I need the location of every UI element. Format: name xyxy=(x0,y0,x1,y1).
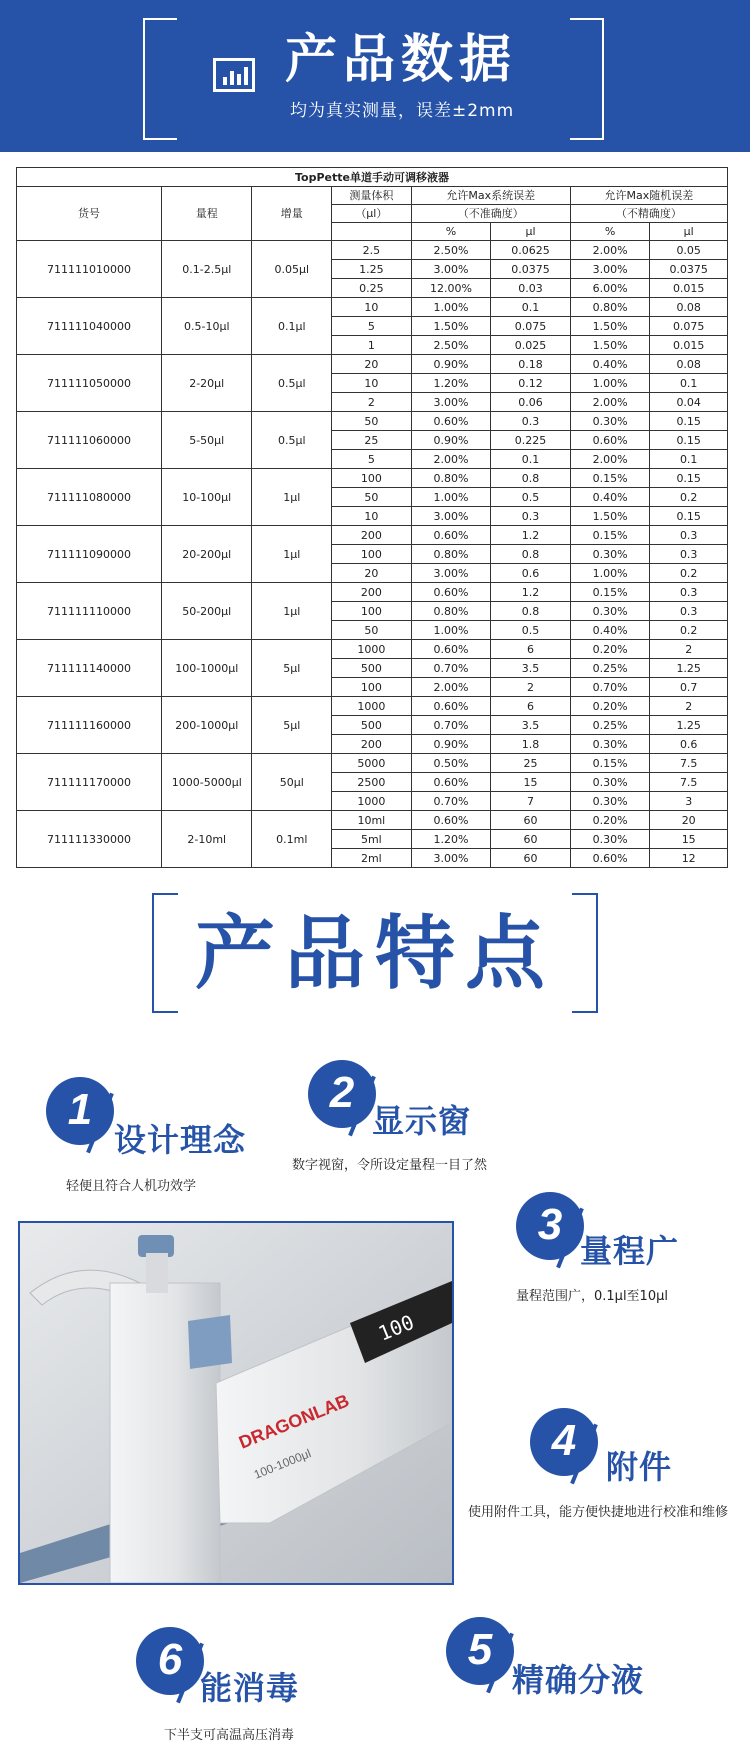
cell-random-ul: 0.04 xyxy=(650,393,728,412)
cell-system-ul: 0.0375 xyxy=(491,260,571,279)
cell-increment: 0.5μl xyxy=(252,355,332,412)
header-test-volume: 测量体积 xyxy=(332,187,412,205)
counter-digits: 100 xyxy=(374,1309,418,1346)
cell-range: 5-50μl xyxy=(162,412,252,469)
volume-range-label: 100-1000μl xyxy=(251,1446,314,1482)
cell-system-pct: 12.00% xyxy=(411,279,491,298)
cell-random-pct: 2.00% xyxy=(570,450,650,469)
cell-increment: 5μl xyxy=(252,640,332,697)
cell-random-ul: 0.7 xyxy=(650,678,728,697)
header-system-error: 允许Max系统误差 xyxy=(411,187,570,205)
cell-random-pct: 0.20% xyxy=(570,811,650,830)
header-system-pct: % xyxy=(411,223,491,241)
header-random-error-note: （不精确度） xyxy=(570,205,727,223)
table-row xyxy=(17,583,728,602)
cell-random-ul: 0.15 xyxy=(650,507,728,526)
cell-system-ul: 0.025 xyxy=(491,336,571,355)
table-row xyxy=(17,811,728,830)
cell-random-ul: 2 xyxy=(650,697,728,716)
cell-random-pct: 1.50% xyxy=(570,507,650,526)
header-random-error: 允许Max随机误差 xyxy=(570,187,727,205)
cell-system-ul: 6 xyxy=(491,697,571,716)
cell-test-volume: 1 xyxy=(332,336,412,355)
cell-test-volume: 100 xyxy=(332,545,412,564)
cell-random-pct: 0.80% xyxy=(570,298,650,317)
cell-random-pct: 0.30% xyxy=(570,545,650,564)
cell-random-ul: 0.3 xyxy=(650,526,728,545)
feature-desc: 轻便且符合人机功效学 xyxy=(66,1179,197,1194)
number-badge-5: 5 xyxy=(446,1617,514,1685)
cell-system-ul: 2 xyxy=(491,678,571,697)
feature-label: 量程广 xyxy=(580,1232,680,1270)
cell-system-ul: 0.06 xyxy=(491,393,571,412)
cell-random-ul: 20 xyxy=(650,811,728,830)
table-row xyxy=(17,241,728,260)
cell-random-pct: 0.15% xyxy=(570,469,650,488)
cell-test-volume: 500 xyxy=(332,716,412,735)
cell-system-ul: 0.3 xyxy=(491,507,571,526)
cell-random-pct: 0.30% xyxy=(570,792,650,811)
feature-precise-dispensing xyxy=(446,1617,686,1717)
cell-system-ul: 0.03 xyxy=(491,279,571,298)
banner-subtitle: 均为真实测量，误差±2mm xyxy=(290,101,515,121)
cell-catalog: 711111160000 xyxy=(17,697,162,754)
cell-range: 0.1-2.5μl xyxy=(162,241,252,298)
cell-random-pct: 0.60% xyxy=(570,849,650,868)
cell-random-ul: 1.25 xyxy=(650,659,728,678)
header-random-pct: % xyxy=(570,223,650,241)
cell-test-volume: 5 xyxy=(332,450,412,469)
cell-test-volume: 100 xyxy=(332,602,412,621)
cell-system-ul: 0.5 xyxy=(491,621,571,640)
number-badge-1: 1 xyxy=(46,1077,114,1145)
cell-range: 20-200μl xyxy=(162,526,252,583)
feature-range xyxy=(516,1192,736,1302)
cell-random-pct: 0.30% xyxy=(570,412,650,431)
cell-random-ul: 0.15 xyxy=(650,431,728,450)
cell-system-pct: 2.50% xyxy=(411,336,491,355)
cell-system-ul: 7 xyxy=(491,792,571,811)
cell-system-pct: 0.50% xyxy=(411,754,491,773)
table-row xyxy=(17,469,728,488)
cell-test-volume: 2.5 xyxy=(332,241,412,260)
cell-random-pct: 0.70% xyxy=(570,678,650,697)
cell-random-ul: 1.25 xyxy=(650,716,728,735)
cell-random-ul: 7.5 xyxy=(650,754,728,773)
cell-test-volume: 100 xyxy=(332,469,412,488)
cell-increment: 50μl xyxy=(252,754,332,811)
brand-logo: DRAGONLAB xyxy=(236,1390,352,1453)
cell-random-pct: 0.20% xyxy=(570,640,650,659)
cell-test-volume: 200 xyxy=(332,526,412,545)
cell-test-volume: 5 xyxy=(332,317,412,336)
cell-system-pct: 0.80% xyxy=(411,602,491,621)
cell-random-pct: 0.40% xyxy=(570,488,650,507)
number-badge-2: 2 xyxy=(308,1060,376,1128)
cell-system-ul: 0.8 xyxy=(491,545,571,564)
cell-test-volume: 10 xyxy=(332,374,412,393)
feature-label: 附件 xyxy=(606,1448,673,1486)
cell-random-ul: 0.3 xyxy=(650,602,728,621)
cell-increment: 1μl xyxy=(252,469,332,526)
feature-desc: 量程范围广，0.1μl至10μl xyxy=(516,1289,668,1304)
header-system-ul: μl xyxy=(491,223,571,241)
bar-chart-icon xyxy=(213,58,255,92)
cell-system-ul: 60 xyxy=(491,849,571,868)
cell-test-volume: 500 xyxy=(332,659,412,678)
cell-random-ul: 0.08 xyxy=(650,298,728,317)
cell-random-ul: 0.015 xyxy=(650,279,728,298)
cell-system-ul: 3.5 xyxy=(491,716,571,735)
cell-random-ul: 0.3 xyxy=(650,583,728,602)
cell-system-ul: 3.5 xyxy=(491,659,571,678)
cell-random-pct: 0.30% xyxy=(570,602,650,621)
banner-right-bracket xyxy=(570,18,604,140)
cell-system-ul: 0.6 xyxy=(491,564,571,583)
feature-desc: 使用附件工具，能方便快捷地进行校准和维修 xyxy=(468,1505,729,1520)
cell-random-pct: 1.00% xyxy=(570,564,650,583)
cell-random-ul: 7.5 xyxy=(650,773,728,792)
cell-test-volume: 100 xyxy=(332,678,412,697)
cell-system-ul: 6 xyxy=(491,640,571,659)
cell-random-ul: 0.0375 xyxy=(650,260,728,279)
cell-system-pct: 3.00% xyxy=(411,849,491,868)
cell-test-volume: 50 xyxy=(332,621,412,640)
cell-random-pct: 0.30% xyxy=(570,773,650,792)
cell-random-ul: 0.15 xyxy=(650,469,728,488)
cell-random-ul: 0.2 xyxy=(650,621,728,640)
cell-test-volume: 1000 xyxy=(332,792,412,811)
header-catalog: 货号 xyxy=(17,187,162,241)
cell-range: 2-20μl xyxy=(162,355,252,412)
cell-test-volume: 1000 xyxy=(332,640,412,659)
cell-random-pct: 6.00% xyxy=(570,279,650,298)
header-system-error-note: （不准确度） xyxy=(411,205,570,223)
cell-system-pct: 0.60% xyxy=(411,773,491,792)
table-row xyxy=(17,697,728,716)
cell-system-pct: 0.60% xyxy=(411,412,491,431)
cell-system-ul: 1.2 xyxy=(491,526,571,545)
cell-system-pct: 2.50% xyxy=(411,241,491,260)
cell-test-volume: 0.25 xyxy=(332,279,412,298)
cell-system-pct: 2.00% xyxy=(411,678,491,697)
cell-system-ul: 25 xyxy=(491,754,571,773)
cell-test-volume: 50 xyxy=(332,412,412,431)
cell-system-ul: 0.225 xyxy=(491,431,571,450)
number-badge-6: 6 xyxy=(136,1627,204,1695)
cell-system-pct: 3.00% xyxy=(411,393,491,412)
cell-increment: 1μl xyxy=(252,583,332,640)
cell-increment: 0.1μl xyxy=(252,298,332,355)
cell-system-pct: 1.50% xyxy=(411,317,491,336)
table-row xyxy=(17,298,728,317)
cell-system-ul: 0.1 xyxy=(491,450,571,469)
cell-random-ul: 0.08 xyxy=(650,355,728,374)
cell-system-pct: 0.70% xyxy=(411,792,491,811)
cell-catalog: 711111110000 xyxy=(17,583,162,640)
cell-range: 1000-5000μl xyxy=(162,754,252,811)
cell-system-pct: 0.90% xyxy=(411,735,491,754)
cell-system-ul: 0.8 xyxy=(491,469,571,488)
cell-test-volume: 10 xyxy=(332,507,412,526)
cell-random-pct: 0.25% xyxy=(570,716,650,735)
banner-title: 产品数据 xyxy=(285,30,518,90)
cell-test-volume: 2ml xyxy=(332,849,412,868)
data-banner xyxy=(0,0,750,152)
table-row xyxy=(17,355,728,374)
cell-random-ul: 0.3 xyxy=(650,545,728,564)
cell-random-pct: 3.00% xyxy=(570,260,650,279)
cell-test-volume: 25 xyxy=(332,431,412,450)
cell-random-pct: 2.00% xyxy=(570,393,650,412)
header-test-volume-unit: （μl） xyxy=(332,205,412,223)
cell-test-volume: 50 xyxy=(332,488,412,507)
features-title: 产品特点 xyxy=(195,907,555,1000)
cell-range: 100-1000μl xyxy=(162,640,252,697)
feature-desc: 下半支可高温高压消毒 xyxy=(164,1728,295,1743)
cell-range: 50-200μl xyxy=(162,583,252,640)
cell-random-ul: 12 xyxy=(650,849,728,868)
cell-test-volume: 1000 xyxy=(332,697,412,716)
cell-random-pct: 0.30% xyxy=(570,830,650,849)
cell-system-ul: 0.8 xyxy=(491,602,571,621)
feature-label: 能消毒 xyxy=(200,1669,300,1707)
feature-desc: 数字视窗，令所设定量程一目了然 xyxy=(292,1158,488,1173)
cell-random-ul: 0.1 xyxy=(650,374,728,393)
header-random-ul: μl xyxy=(650,223,728,241)
cell-catalog: 711111330000 xyxy=(17,811,162,868)
cell-catalog: 711111010000 xyxy=(17,241,162,298)
pipette-photo xyxy=(18,1221,454,1585)
banner-left-bracket xyxy=(143,18,177,140)
number-badge-3: 3 xyxy=(516,1192,584,1260)
table-row xyxy=(17,412,728,431)
cell-random-pct: 1.50% xyxy=(570,317,650,336)
cell-catalog: 711111080000 xyxy=(17,469,162,526)
cell-test-volume: 10 xyxy=(332,298,412,317)
cell-system-pct: 0.80% xyxy=(411,469,491,488)
feature-design xyxy=(46,1077,286,1197)
cell-system-pct: 2.00% xyxy=(411,450,491,469)
cell-random-pct: 0.15% xyxy=(570,754,650,773)
cell-system-pct: 0.60% xyxy=(411,811,491,830)
cell-random-pct: 0.30% xyxy=(570,735,650,754)
cell-system-ul: 0.12 xyxy=(491,374,571,393)
cell-system-pct: 0.60% xyxy=(411,583,491,602)
cell-system-pct: 1.20% xyxy=(411,374,491,393)
cell-random-pct: 1.50% xyxy=(570,336,650,355)
cell-system-ul: 15 xyxy=(491,773,571,792)
cell-system-ul: 1.2 xyxy=(491,583,571,602)
spec-table xyxy=(16,167,728,868)
cell-test-volume: 20 xyxy=(332,355,412,374)
cell-system-pct: 1.00% xyxy=(411,298,491,317)
cell-system-pct: 0.60% xyxy=(411,640,491,659)
features-heading xyxy=(0,888,750,1018)
cell-system-pct: 1.20% xyxy=(411,830,491,849)
cell-random-pct: 0.25% xyxy=(570,659,650,678)
cell-system-pct: 3.00% xyxy=(411,507,491,526)
number-badge-4: 4 xyxy=(530,1408,598,1476)
feature-label: 设计理念 xyxy=(114,1121,247,1159)
cell-random-ul: 2 xyxy=(650,640,728,659)
header-increment: 增量 xyxy=(252,187,332,241)
cell-test-volume: 200 xyxy=(332,735,412,754)
cell-system-pct: 0.60% xyxy=(411,526,491,545)
cell-system-ul: 0.075 xyxy=(491,317,571,336)
table-row xyxy=(17,526,728,545)
cell-system-pct: 1.00% xyxy=(411,488,491,507)
cell-test-volume: 5000 xyxy=(332,754,412,773)
table-row xyxy=(17,640,728,659)
cell-random-ul: 0.6 xyxy=(650,735,728,754)
cell-system-ul: 60 xyxy=(491,811,571,830)
cell-system-pct: 0.60% xyxy=(411,697,491,716)
cell-random-ul: 0.2 xyxy=(650,488,728,507)
cell-catalog: 711111050000 xyxy=(17,355,162,412)
cell-random-pct: 0.15% xyxy=(570,583,650,602)
feature-display xyxy=(292,1060,518,1180)
cell-system-ul: 0.3 xyxy=(491,412,571,431)
cell-random-pct: 0.40% xyxy=(570,621,650,640)
cell-random-ul: 0.015 xyxy=(650,336,728,355)
cell-increment: 0.5μl xyxy=(252,412,332,469)
cell-catalog: 711111090000 xyxy=(17,526,162,583)
cell-catalog: 711111040000 xyxy=(17,298,162,355)
cell-random-ul: 0.1 xyxy=(650,450,728,469)
cell-system-pct: 3.00% xyxy=(411,260,491,279)
cell-range: 10-100μl xyxy=(162,469,252,526)
cell-system-ul: 0.1 xyxy=(491,298,571,317)
cell-test-volume: 20 xyxy=(332,564,412,583)
cell-system-pct: 0.80% xyxy=(411,545,491,564)
cell-test-volume: 2 xyxy=(332,393,412,412)
header-range: 量程 xyxy=(162,187,252,241)
cell-random-pct: 0.40% xyxy=(570,355,650,374)
table-row xyxy=(17,754,728,773)
cell-system-pct: 0.90% xyxy=(411,431,491,450)
cell-increment: 1μl xyxy=(252,526,332,583)
cell-test-volume: 200 xyxy=(332,583,412,602)
cell-range: 2-10ml xyxy=(162,811,252,868)
cell-system-pct: 1.00% xyxy=(411,621,491,640)
cell-random-ul: 3 xyxy=(650,792,728,811)
cell-test-volume: 2500 xyxy=(332,773,412,792)
cell-random-ul: 15 xyxy=(650,830,728,849)
cell-test-volume: 5ml xyxy=(332,830,412,849)
cell-system-pct: 0.70% xyxy=(411,716,491,735)
feature-label: 显示窗 xyxy=(372,1102,472,1140)
feature-label: 精确分液 xyxy=(512,1661,645,1699)
cell-random-ul: 0.15 xyxy=(650,412,728,431)
cell-catalog: 711111140000 xyxy=(17,640,162,697)
cell-random-pct: 2.00% xyxy=(570,241,650,260)
cell-random-pct: 0.15% xyxy=(570,526,650,545)
cell-system-ul: 0.18 xyxy=(491,355,571,374)
cell-random-pct: 0.60% xyxy=(570,431,650,450)
feature-sterilizable xyxy=(136,1627,356,1742)
cell-random-pct: 1.00% xyxy=(570,374,650,393)
cell-system-ul: 0.5 xyxy=(491,488,571,507)
cell-increment: 0.1ml xyxy=(252,811,332,868)
cell-range: 0.5-10μl xyxy=(162,298,252,355)
cell-system-ul: 60 xyxy=(491,830,571,849)
cell-catalog: 711111060000 xyxy=(17,412,162,469)
cell-system-pct: 0.90% xyxy=(411,355,491,374)
cell-random-ul: 0.2 xyxy=(650,564,728,583)
cell-test-volume: 10ml xyxy=(332,811,412,830)
cell-increment: 5μl xyxy=(252,697,332,754)
header-blank xyxy=(332,223,412,241)
cell-system-pct: 0.70% xyxy=(411,659,491,678)
cell-increment: 0.05μl xyxy=(252,241,332,298)
table-caption: TopPette单道手动可调移液器 xyxy=(17,168,728,187)
cell-random-ul: 0.05 xyxy=(650,241,728,260)
cell-system-pct: 3.00% xyxy=(411,564,491,583)
feature-accessories xyxy=(468,1408,740,1520)
cell-catalog: 711111170000 xyxy=(17,754,162,811)
cell-test-volume: 1.25 xyxy=(332,260,412,279)
pipette-illustration xyxy=(20,1223,452,1583)
cell-range: 200-1000μl xyxy=(162,697,252,754)
cell-random-ul: 0.075 xyxy=(650,317,728,336)
cell-system-ul: 1.8 xyxy=(491,735,571,754)
cell-random-pct: 0.20% xyxy=(570,697,650,716)
cell-system-ul: 0.0625 xyxy=(491,241,571,260)
